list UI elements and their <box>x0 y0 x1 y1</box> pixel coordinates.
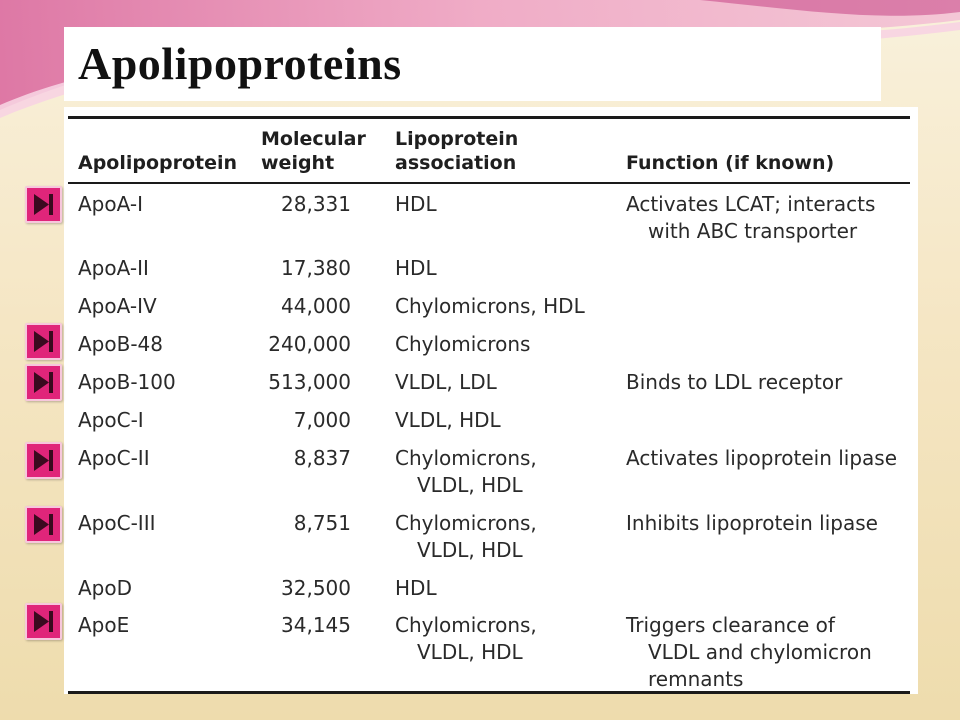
apolipoprotein-cell: ApoE <box>78 613 130 637</box>
apolipoprotein-cell: ApoD <box>78 576 133 600</box>
play-next-icon <box>31 609 56 634</box>
header-molecular-weight-line2: weight <box>261 152 335 174</box>
molecular-weight-cell: 513,000 <box>268 370 351 394</box>
play-next-icon <box>31 512 56 537</box>
association-cell-line: HDL <box>395 576 437 600</box>
apolipoprotein-cell: ApoA-IV <box>78 294 157 318</box>
association-cell-line: VLDL, HDL <box>395 408 501 432</box>
association-cell <box>395 407 501 434</box>
next-button[interactable] <box>25 364 62 401</box>
molecular-weight-cell: 28,331 <box>281 192 351 216</box>
function-cell-line: Binds to LDL receptor <box>626 370 843 394</box>
association-cell <box>395 331 530 358</box>
molecular-weight-cell: 34,145 <box>281 613 351 637</box>
play-next-icon <box>31 192 56 217</box>
table-header-rule <box>68 182 910 184</box>
header-apolipoprotein: Apolipoprotein <box>78 152 238 174</box>
association-cell-line: Chylomicrons, HDL <box>395 294 585 318</box>
function-cell-line: Activates lipoprotein lipase <box>626 446 898 470</box>
association-cell-line: Chylomicrons, <box>395 613 537 637</box>
title-box <box>64 27 881 101</box>
function-cell <box>626 445 897 472</box>
next-button[interactable] <box>25 323 62 360</box>
association-cell <box>395 255 437 282</box>
next-button[interactable] <box>25 442 62 479</box>
association-cell <box>395 510 537 564</box>
association-cell-line: Chylomicrons <box>395 332 531 356</box>
apolipoprotein-cell: ApoC-II <box>78 446 150 470</box>
header-association-line2: association <box>395 152 517 174</box>
play-next-icon <box>31 448 56 473</box>
play-next-icon <box>31 329 56 354</box>
next-button[interactable] <box>25 186 62 223</box>
association-cell-line: VLDL, HDL <box>417 473 523 497</box>
header-function: Function (if known) <box>626 152 835 174</box>
association-cell-line: HDL <box>395 192 437 216</box>
apolipoprotein-cell: ApoB-100 <box>78 370 176 394</box>
play-next-icon <box>31 370 56 395</box>
molecular-weight-cell: 44,000 <box>281 294 351 318</box>
association-cell <box>395 612 537 666</box>
function-cell <box>626 369 842 396</box>
association-cell-line: Chylomicrons, <box>395 446 537 470</box>
association-cell-line: Chylomicrons, <box>395 511 537 535</box>
apolipoprotein-cell: ApoC-III <box>78 511 156 535</box>
function-cell-line: with ABC transporter <box>648 219 858 243</box>
function-cell <box>626 191 875 245</box>
association-cell <box>395 445 537 499</box>
header-lipoprotein-association <box>395 127 518 175</box>
header-molecular-weight <box>261 127 366 175</box>
next-button[interactable] <box>25 506 62 543</box>
header-molecular-weight-line1: Molecular <box>261 128 366 150</box>
association-cell-line: VLDL, HDL <box>417 640 523 664</box>
association-cell <box>395 293 585 320</box>
apolipoprotein-cell: ApoC-I <box>78 408 144 432</box>
molecular-weight-cell: 17,380 <box>281 256 351 280</box>
function-cell <box>626 510 878 537</box>
molecular-weight-cell: 8,751 <box>293 511 351 535</box>
function-cell-line: remnants <box>648 667 744 691</box>
header-association-line1: Lipoprotein <box>395 128 519 150</box>
slide-title: Apolipoproteins <box>78 38 402 89</box>
association-cell-line: VLDL, LDL <box>395 370 497 394</box>
molecular-weight-cell: 8,837 <box>293 446 351 470</box>
molecular-weight-cell: 32,500 <box>281 576 351 600</box>
apolipoprotein-table <box>64 107 918 694</box>
next-button[interactable] <box>25 603 62 640</box>
molecular-weight-cell: 7,000 <box>293 408 351 432</box>
apolipoprotein-cell: ApoB-48 <box>78 332 163 356</box>
association-cell <box>395 191 437 218</box>
apolipoprotein-cell: ApoA-I <box>78 192 143 216</box>
association-cell-line: VLDL, HDL <box>417 538 523 562</box>
function-cell <box>626 612 872 693</box>
function-cell-line: Activates LCAT; interacts <box>626 192 876 216</box>
function-cell-line: Triggers clearance of <box>626 613 835 637</box>
association-cell-line: HDL <box>395 256 437 280</box>
apolipoprotein-cell: ApoA-II <box>78 256 149 280</box>
function-cell-line: VLDL and chylomicron <box>648 640 872 664</box>
molecular-weight-cell: 240,000 <box>268 332 351 356</box>
association-cell <box>395 575 437 602</box>
function-cell-line: Inhibits lipoprotein lipase <box>626 511 878 535</box>
association-cell <box>395 369 497 396</box>
table-top-rule <box>68 116 910 119</box>
